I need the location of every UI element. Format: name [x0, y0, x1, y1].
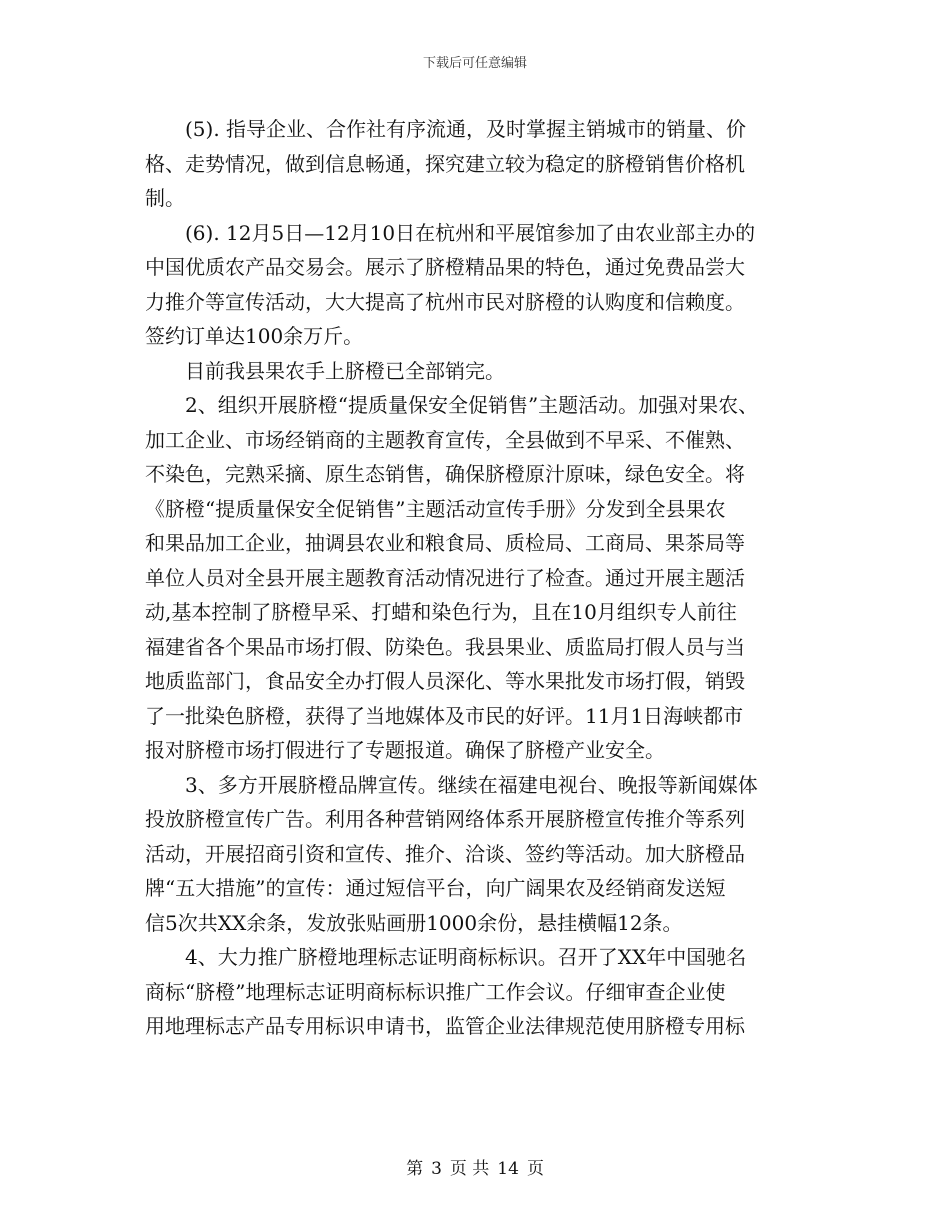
text-line: 《脐橙“提质量保安全促销售”主题活动宣传手册》分发到全县果农	[145, 496, 726, 521]
footer-middle: 页 共	[449, 1159, 490, 1179]
text-line: 中国优质农产品交易会。展示了脐橙精品果的特色，通过免费品尝大	[145, 255, 745, 279]
text-line: 签约订单达100余万斤。	[145, 324, 364, 348]
text-line: 地质监部门，食品安全办打假人员深化、等水果批发市场打假，销毁	[145, 669, 745, 693]
text-line: (5). 指导企业、合作社有序流通，及时掌握主销城市的销量、价	[185, 117, 747, 141]
text-line: 活动，开展招商引资和宣传、推介、洽谈、签约等活动。加大脐橙品	[145, 841, 745, 866]
text-line: 福建省各个果品市场打假、防染色。我县果业、质监局打假人员与当	[145, 634, 745, 659]
text-line: 制。	[145, 186, 185, 210]
text-line: 牌“五大措施”的宣传：通过短信平台，向广阔果农及经销商发送短	[145, 876, 726, 900]
text-line: 单位人员对全县开展主题教育活动情况进行了检查。通过开展主题活	[145, 565, 745, 590]
text-line: 格、走势情况，做到信息畅通，探究建立较为稳定的脐橙销售价格机	[145, 151, 745, 176]
text-line: 力推介等宣传活动，大大提高了杭州市民对脐橙的认购度和信赖度。	[145, 289, 745, 314]
footer-page-number: 3	[431, 1159, 442, 1179]
text-line: 目前我县果农手上脐橙已全部销完。	[185, 358, 505, 383]
text-line: (6). 12月5日—12月10日在杭州和平展馆参加了由农业部主办的	[185, 220, 756, 245]
text-line: 用地理标志产品专用标识申请书，监管企业法律规范使用脐橙专用标	[145, 1014, 745, 1038]
footer-suffix: 页	[526, 1159, 544, 1179]
text-line: 4、大力推广脐橙地理标志证明商标标识。召开了XX年中国驰名	[185, 945, 747, 969]
text-line: 投放脐橙宣传广告。利用各种营销网络体系开展脐橙宣传推介等系列	[145, 807, 745, 831]
page-header: 下载后可任意编辑	[422, 56, 527, 71]
text-line: 商标“脐橙”地理标志证明商标标识推广工作会议。仔细审查企业使	[145, 979, 726, 1004]
text-line: 动,基本控制了脐橙早采、打蜡和染色行为，且在10月组织专人前往	[145, 600, 737, 624]
text-line: 了一批染色脐橙，获得了当地媒体及市民的好评。11月1日海峡都市	[145, 703, 744, 728]
footer-prefix: 第	[406, 1159, 424, 1179]
text-line: 信5次共XX余条，发放张贴画册1000余份，悬挂横幅12条。	[145, 910, 683, 935]
footer-total-pages: 14	[497, 1159, 519, 1179]
text-line: 不染色，完熟采摘、原生态销售，确保脐橙原汁原味，绿色安全。将	[145, 462, 745, 486]
text-line: 2、组织开展脐橙“提质量保安全促销售”主题活动。加强对果农、	[185, 393, 759, 417]
document-body	[145, 112, 821, 1044]
text-line: 和果品加工企业，抽调县农业和粮食局、质检局、工商局、果茶局等	[145, 531, 745, 555]
page-footer	[0, 1154, 950, 1179]
text-line: 3、多方开展脐橙品牌宣传。继续在福建电视台、晚报等新闻媒体	[185, 772, 758, 797]
text-line: 报对脐橙市场打假进行了专题报道。确保了脐橙产业安全。	[145, 738, 665, 762]
text-line: 加工企业、市场经销商的主题教育宣传，全县做到不早采、不催熟、	[145, 427, 745, 452]
